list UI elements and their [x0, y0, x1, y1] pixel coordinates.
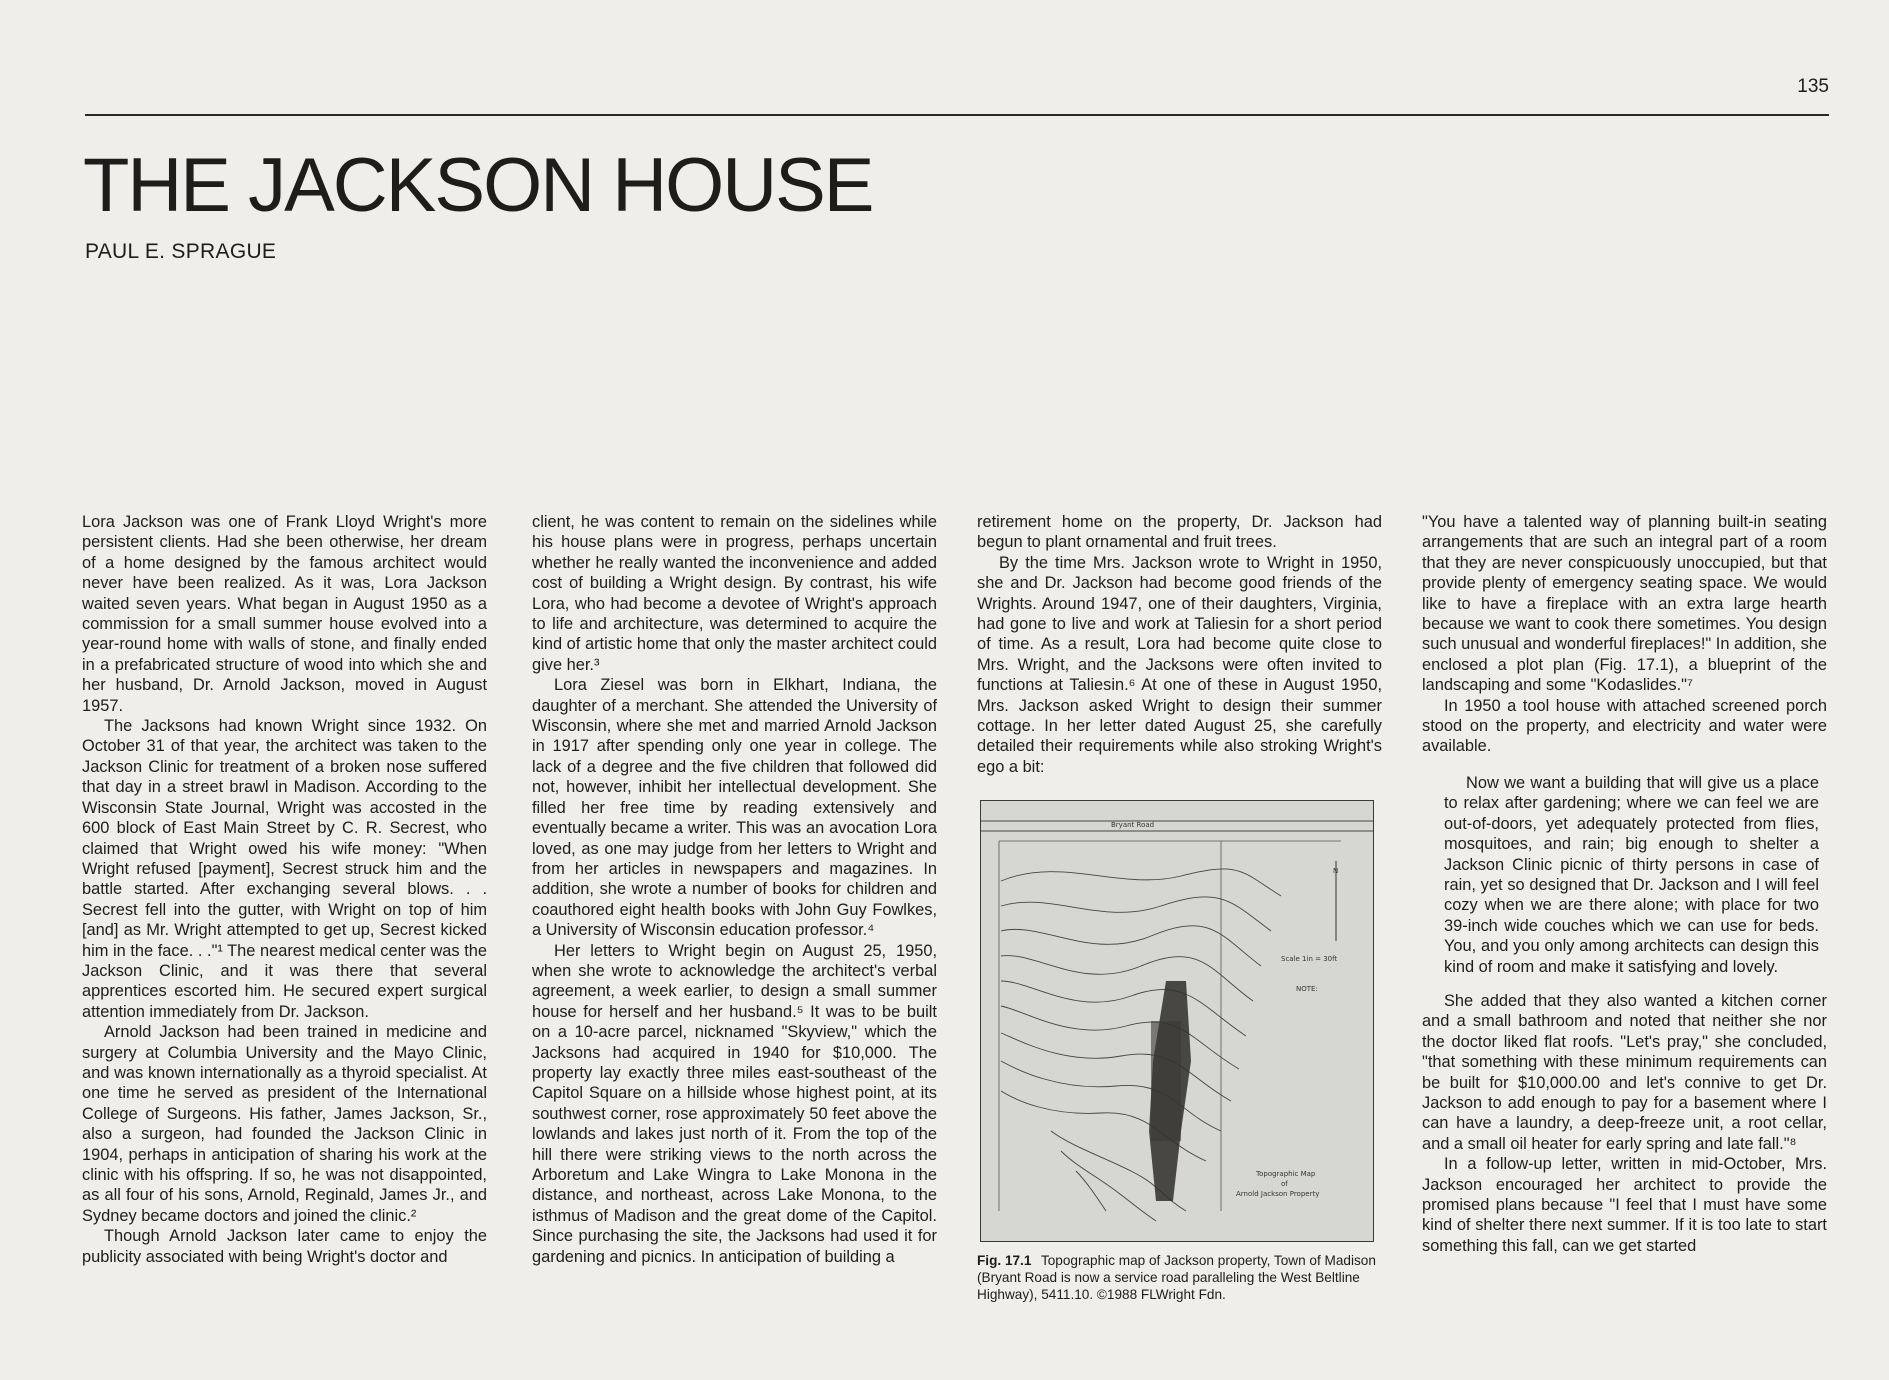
text-column-2: [532, 512, 937, 1267]
paragraph: The Jacksons had known Wright since 1932. On October 31 of that year, the architect was taken to the Jackson Clinic for treatment of a broken nose suffered that day in a street brawl in Madison. According to the Wisconsin State Journal, Wright was accosted in the 600 block of East Main Street by C. R. Secrest, who claimed that Wright owed his wife money: "When Wright refused [payment], Secrest struck him and the battle started. After exchanging several blows. . . Secrest fell into the gutter, with Wright on top of him [and] as Mr. Wright attempted to get up, Secrest kicked him in the face. . ."¹ The nearest medical center was the Jackson Clinic, and it was there that several apprentices escorted him. He secured expert surgical attention immediately from Dr. Jackson.: [82, 717, 487, 1021]
paragraph: Lora Ziesel was born in Elkhart, Indiana, the daughter of a merchant. She attended the University of Wisconsin, where she met and married Arnold Jackson in 1917 after spending only one year in college. The lack of a degree and the five children that followed did not, however, inhibit her intellectual development. She filled her free time by reading extensively and eventually became a writer. This was an avocation Lora loved, as one may judge from her letters to Wright and from her articles in newspapers and magazines. In addition, she wrote a number of books for children and coauthored eight health books with John Guy Fowlkes, a University of Wisconsin education professor.⁴: [532, 676, 937, 940]
map-title-line-1: Topographic Map: [1256, 1170, 1316, 1178]
map-scale-label: Scale 1in = 30ft: [1281, 955, 1338, 963]
paragraph: By the time Mrs. Jackson wrote to Wright in 1950, she and Dr. Jackson had become good friends of the Wrights. Around 1947, one of their daughters, Virginia, had gone to live and work at Taliesin for a short period of time. As a result, Lora had become quite close to Mrs. Wright, and the Jacksons were often invited to functions at Taliesin.⁶ At one of these in August 1950, Mrs. Jackson asked Wright to design their summer cottage. In her letter dated August 25, she carefully detailed their requirements while also stroking Wright's ego a bit:: [977, 553, 1382, 776]
text-column-3: [977, 512, 1382, 782]
text-column-4: [1422, 512, 1827, 1256]
article-author: PAUL E. SPRAGUE: [85, 240, 277, 263]
map-note-label: NOTE:: [1296, 985, 1318, 993]
figure-label: Fig. 17.1: [977, 1253, 1032, 1268]
topographic-map-figure: [980, 800, 1374, 1242]
map-title-line-3: Arnold Jackson Property: [1236, 1190, 1320, 1198]
map-road-label: Bryant Road: [1111, 821, 1155, 829]
paragraph: She added that they also wanted a kitchen corner and a small bathroom and noted that neither she nor the doctor liked flat roofs. "Let's pray," she concluded, "that something with these minimum requirements can be built for $10,000.00 and let's connive to get Dr. Jackson to add enough to pay for a basement where I can have a laundry, a deep-freeze unit, a root cellar, and a small oil heater for early spring and late fall."⁸: [1422, 991, 1827, 1153]
paragraph: retirement home on the property, Dr. Jackson had begun to plant ornamental and fruit trees.: [977, 513, 1382, 552]
paragraph: Her letters to Wright begin on August 25, 1950, when she wrote to acknowledge the architect's verbal agreement, a week earlier, to design a small summer house for herself and her husband.⁵ It was to be built on a 10-acre parcel, nicknamed "Skyview," which the Jacksons had acquired in 1940 for $10,000. The property lay exactly three miles east-southeast of the Capitol Square on a hillside whose highest point, at its southwest corner, rose approximately 50 feet above the lowlands and lakes just north of it. From the top of the hill there were striking views to the north across the Arboretum and Lake Wingra to Lake Monona in the distance, and northeast, across Lake Monona, to the isthmus of Madison and the great dome of the Capitol. Since purchasing the site, the Jacksons had used it for gardening and picnics. In anticipation of building a: [532, 941, 937, 1266]
topographic-map-drawing: [981, 801, 1373, 1241]
figure-caption: [977, 1252, 1377, 1303]
paragraph: "You have a talented way of planning built-in seating arrangements that are such an integral part of a room that they are never conspicuously unoccupied, but that provide plenty of emergency seating space. We would like to have a fireplace with an extra large hearth because we want to cook there sometimes. You design such unusual and wonderful fireplaces!" In addition, she enclosed a plot plan (Fig. 17.1), a blueprint of the landscaping and some "Kodaslides."⁷: [1422, 513, 1827, 695]
article-title: THE JACKSON HOUSE: [83, 143, 873, 228]
header-rule: [85, 114, 1829, 116]
paragraph: Lora Jackson was one of Frank Lloyd Wright's more persistent clients. Had she been otherwise, her dream of a home designed by the famous architect would never have been realized. As it was, Lora Jackson waited seven years. What began in August 1950 as a commission for a small summer house evolved into a year-round home with walls of stone, and finally ended in a prefabricated structure of wood into which she and her husband, Dr. Arnold Jackson, moved in August 1957.: [82, 513, 487, 715]
paragraph: Arnold Jackson had been trained in medicine and surgery at Columbia University and the Mayo Clinic, and was known internationally as a thyroid specialist. At one time he served as president of the International College of Surgeons. His father, James Jackson, Sr., also a surgeon, had founded the Jackson Clinic in 1904, perhaps in anticipation of sharing his work at the clinic with his offspring. If so, he was not disappointed, as all four of his sons, Arnold, Reginald, James Jr., and Sydney became doctors and joined the clinic.²: [82, 1023, 487, 1225]
map-title-line-2: of: [1281, 1180, 1288, 1188]
paragraph: In a follow-up letter, written in mid-October, Mrs. Jackson encouraged her architect to provide the promised plans because "I feel that I must have some kind of shelter there next summer. If it is too late to start something this fall, can we get started: [1422, 1155, 1827, 1255]
page-number: 135: [1797, 76, 1829, 97]
paragraph: In 1950 a tool house with attached screened porch stood on the property, and electricity and water were available.: [1422, 696, 1827, 756]
paragraph: Though Arnold Jackson later came to enjoy the publicity associated with being Wright's doctor and: [82, 1227, 487, 1266]
figure-caption-text: Topographic map of Jackson property, Town of Madison (Bryant Road is now a service road paralleling the West Beltline Highway), 5411.10. ©1988 FLWright Fdn.: [977, 1253, 1376, 1302]
text-column-1: [82, 512, 487, 1267]
map-north-label: N: [1333, 867, 1339, 875]
paragraph: client, he was content to remain on the sidelines while his house plans were in progress, perhaps uncertain whether he really wanted the inconvenience and added cost of building a Wright design. By contrast, his wife Lora, who had become a devotee of Wright's approach to life and architecture, was determined to acquire the kind of artistic home that only the master architect could give her.³: [532, 513, 937, 674]
block-quote: Now we want a building that will give us a place to relax after gardening; where we can feel we are out-of-doors, yet adequately protected from flies, mosquitoes, and rain; big enough to shelter a Jackson Clinic picnic of thirty persons in case of rain, yet so designed that Dr. Jackson and I will feel cozy when we are there alone; with place for two 39-inch wide couches which we can use for beds. You, and you only among architects can design this kind of room and make it satisfying and lovely.: [1444, 773, 1819, 976]
